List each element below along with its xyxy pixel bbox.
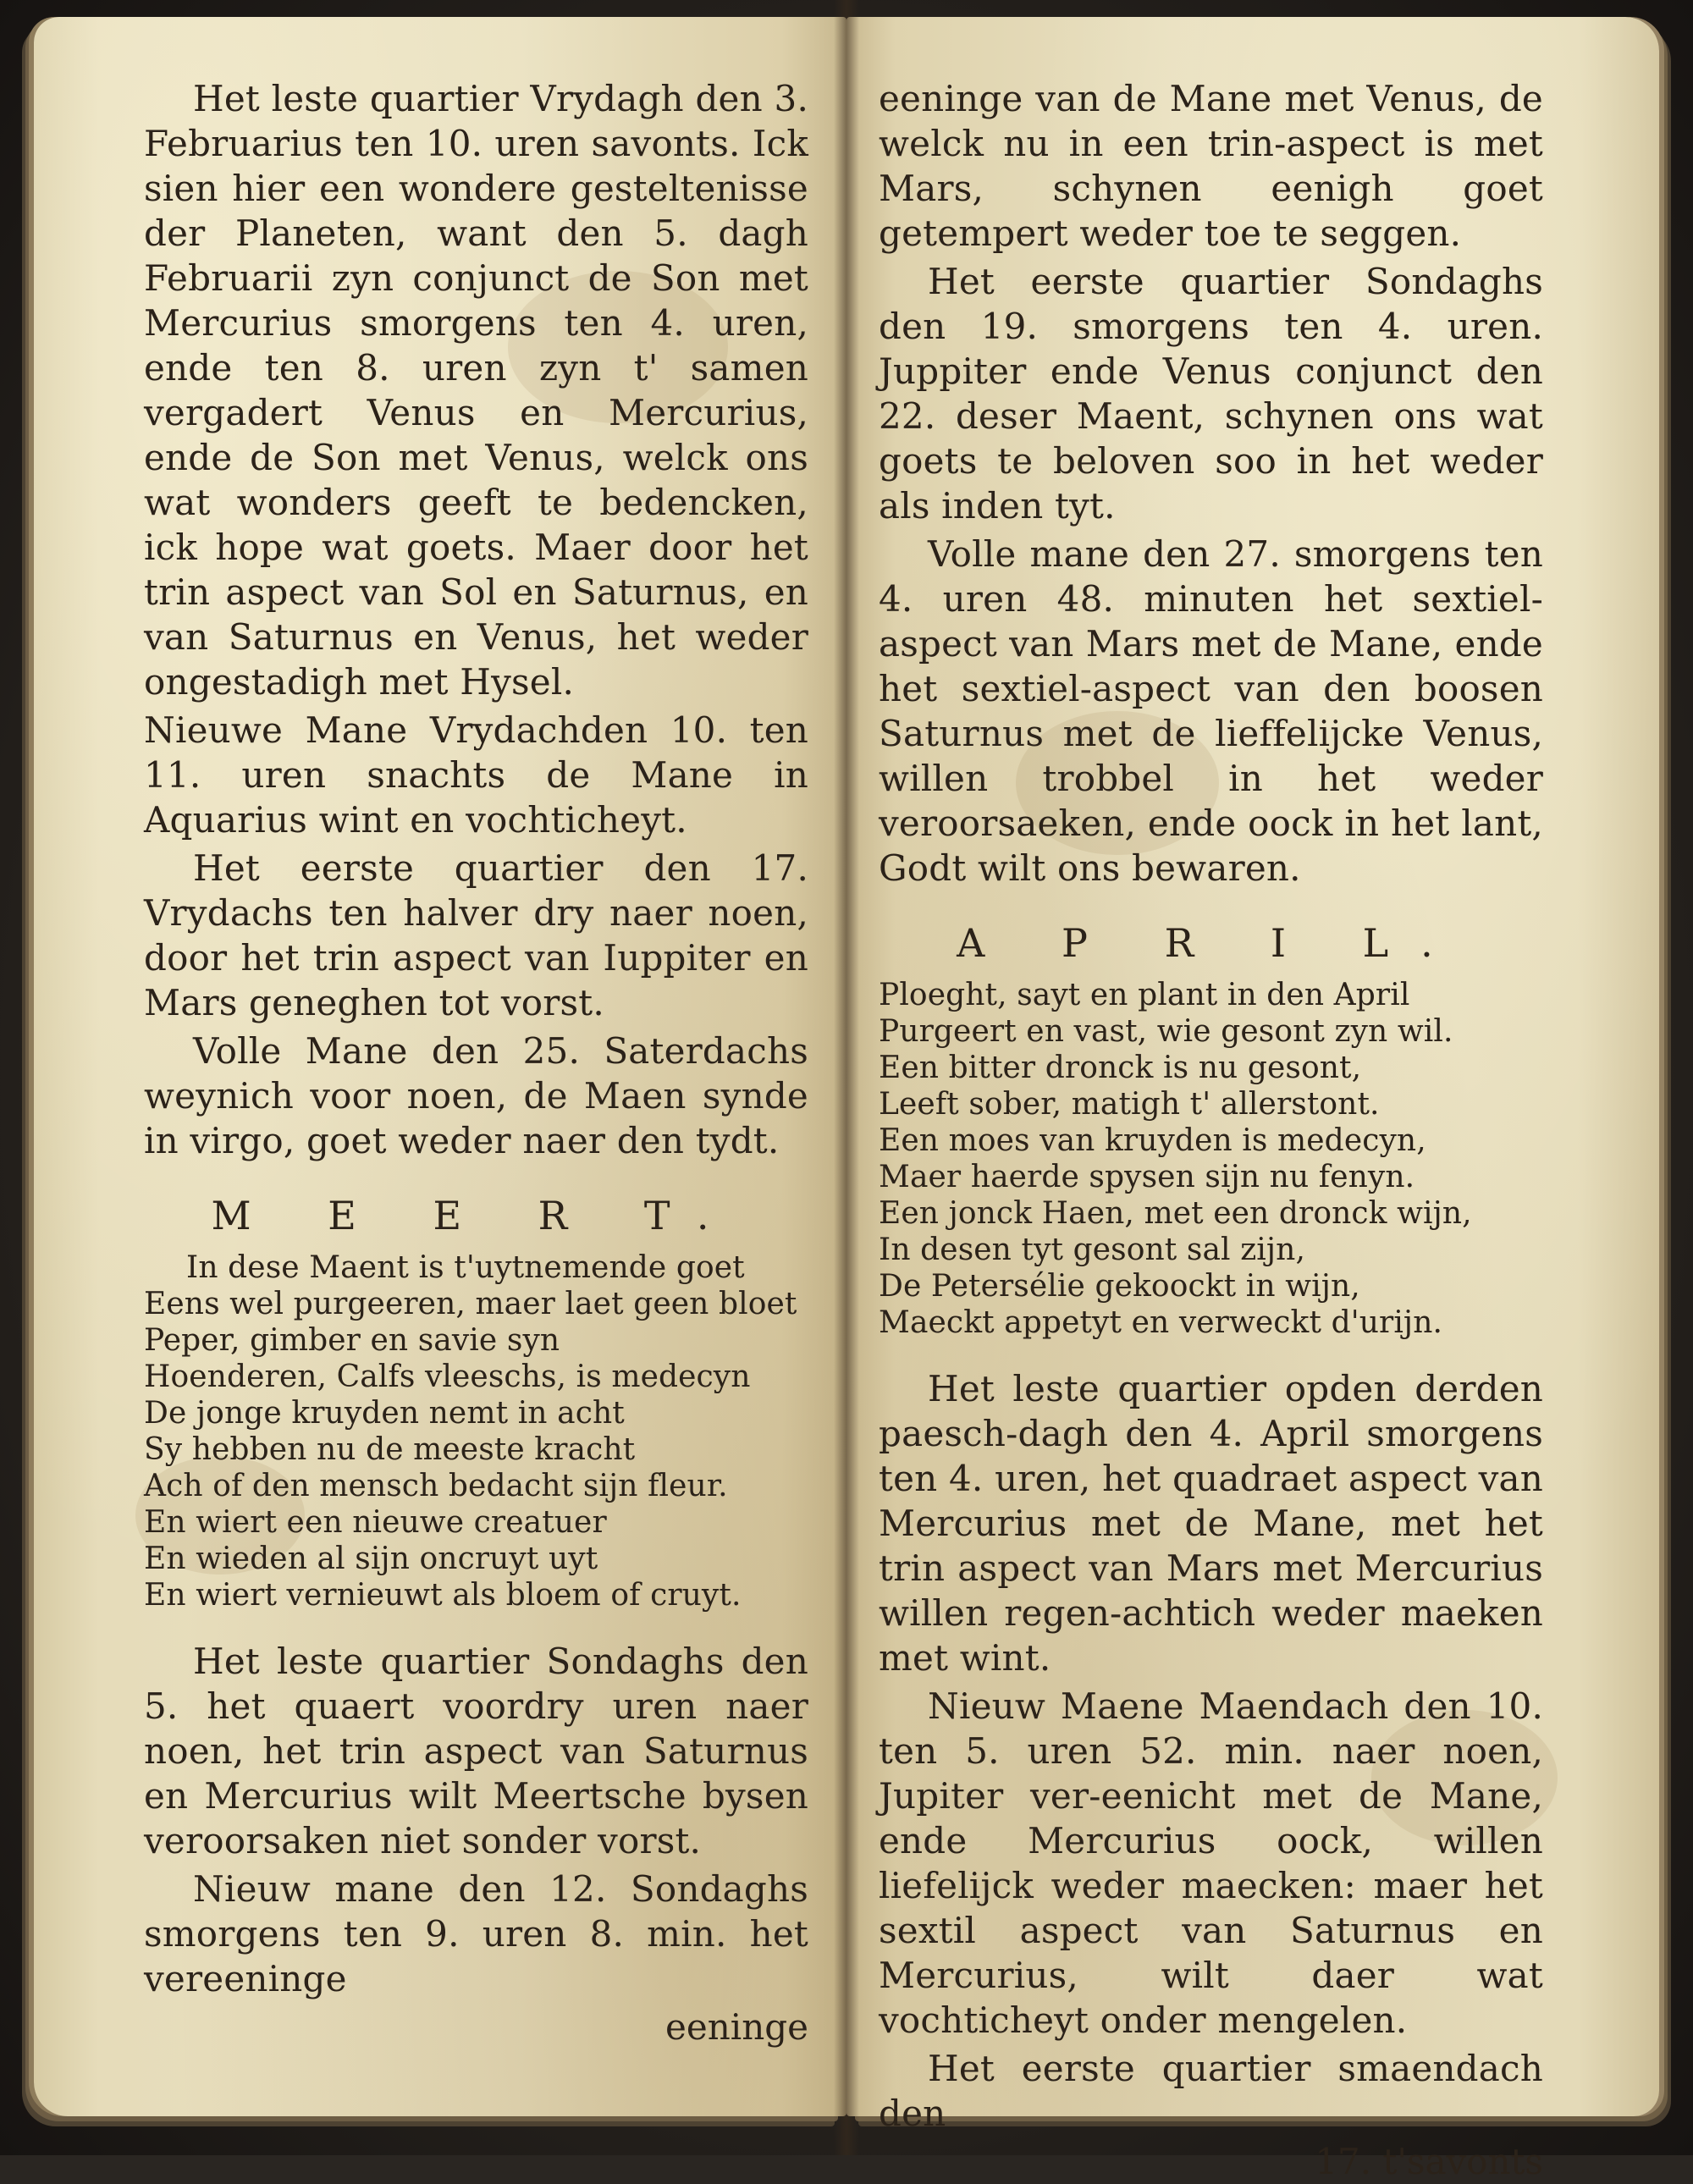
- right-page: [846, 17, 1659, 2182]
- verse-line: In desen tyt gesont sal zijn,: [879, 1233, 1305, 1267]
- verse-line: In dese Maent is t'uytnemende goet: [186, 1250, 745, 1285]
- verse-line: Purgeert en vast, wie gesont zyn wil.: [879, 1014, 1453, 1049]
- paragraph-feb-full-moon: Volle Mane den 25. Saterdachs weynich voor noen, de Maen synde in virgo, goet weder naer den tydt.: [144, 1030, 808, 1161]
- verse-line: En wieden al sijn oncruyt uyt: [144, 1541, 598, 1576]
- left-text-column: [144, 76, 808, 2049]
- paragraph-feb-last-quarter: Het leste quartier Vrydagh den 3. Februarius ten 10. uren savonts. Ick sien hier een wondere gesteltenisse der Planeten, want den 5. dagh Februarii zyn conjunct de Son met Mercurius smorgens ten 4. uren, ende ten 8. uren zyn t' samen vergadert Venus en Mercurius, ende de Son met Venus, welck ons wat wonders geeft te bedencken, ick hope wat goets. Maer door het trin aspect van Sol en Saturnus, en van Saturnus en Venus, het weder ongestadigh met Hysel.: [144, 78, 808, 703]
- left-page: [34, 17, 846, 2116]
- paragraph-meert-full-moon: Volle mane den 27. smorgens ten 4. uren 48. minuten het sextiel-aspect van Mars met de Mane, ende het sextiel-aspect van den boosen Saturnus met de lieffelijcke Venus, willen trobbel in het weder veroorsaeken, ende oock in het lant, Godt wilt ons bewaren.: [879, 533, 1543, 889]
- catchword-left: eeninge: [665, 2006, 808, 2048]
- verse-line: Eens wel purgeeren, maer laet geen bloet: [144, 1287, 797, 1321]
- verse-line: En wiert vernieuwt als bloem of cruyt.: [144, 1578, 742, 1613]
- verse-meert: [144, 1249, 808, 1613]
- verse-line: Een jonck Haen, met een dronck wijn,: [879, 1196, 1472, 1231]
- paragraph-april-last-quarter: Het leste quartier opden derden paesch-dagh den 4. April smorgens ten 4. uren, het quadraet aspect van Mercurius met de Mane, met het trin aspect van Mars met Mercurius willen regen-achtich weder maeken met wint.: [879, 1368, 1543, 1679]
- verse-line: Ploeght, sayt en plant in den April: [879, 978, 1410, 1012]
- paragraph-feb-new-moon: Nieuwe Mane Vrydachden 10. ten 11. uren snachts de Mane in Aquarius wint en vochticheyt.: [144, 709, 808, 841]
- paragraph-meert-continued: eeninge van de Mane met Venus, de welck nu in een trin-aspect is met Mars, schynen eenigh goet getempert weder toe te seggen.: [879, 78, 1543, 254]
- paragraph-feb-first-quarter: Het eerste quartier den 17. Vrydachs ten halver dry naer noen, door het trin aspect van Iuppiter en Mars geneghen tot vorst.: [144, 847, 808, 1023]
- paragraph-april-first-quarter: Het eerste quartier smaendach den: [879, 2048, 1543, 2134]
- verse-april: [879, 977, 1543, 1341]
- verse-line: Sy hebben nu de meeste kracht: [144, 1432, 636, 1467]
- verse-line: Hoenderen, Calfs vleeschs, is medecyn: [144, 1359, 751, 1394]
- verse-line: Een bitter dronck is nu gesont,: [879, 1051, 1362, 1085]
- verse-line: Peper, gimber en savie syn: [144, 1323, 560, 1358]
- verse-line: Maeckt appetyt en verweckt d'urijn.: [879, 1305, 1443, 1340]
- catchword-right: 17. t'savonts: [1315, 2141, 1543, 2182]
- verse-line: Leeft sober, matigh t' allerstont.: [879, 1087, 1380, 1122]
- verse-line: Maer haerde spysen sijn nu fenyn.: [879, 1160, 1415, 1194]
- verse-line: De Petersélie gekoockt in wijn,: [879, 1269, 1360, 1304]
- verse-line: Een moes van kruyden is medecyn,: [879, 1123, 1426, 1158]
- verse-line: De jonge kruyden nemt in acht: [144, 1396, 625, 1431]
- month-heading-meert: M E E R T.: [211, 1193, 742, 1238]
- book-spine-shadow: [834, 0, 859, 2155]
- right-text-column: [879, 76, 1543, 2184]
- verse-line: Ach of den mensch bedacht sijn fleur.: [144, 1469, 728, 1503]
- paragraph-meert-first-quarter: Het eerste quartier Sondaghs den 19. smorgens ten 4. uren. Juppiter ende Venus conjunct den 22. deser Maent, schynen ons wat goets te beloven soo in het weder als inden tyt.: [879, 261, 1543, 527]
- paragraph-meert-last-quarter: Het leste quartier Sondaghs den 5. het quaert voordry uren naer noen, het trin aspect van Saturnus en Mercurius wilt Meertsche bysen veroorsaken niet sonder vorst.: [144, 1641, 808, 1861]
- verse-line: En wiert een nieuwe creatuer: [144, 1505, 607, 1540]
- paragraph-meert-new-moon: Nieuw mane den 12. Sondaghs smorgens ten 9. uren 8. min. het vereeninge: [144, 1868, 808, 1999]
- paragraph-april-new-moon: Nieuw Maene Maendach den 10. ten 5. uren 52. min. naer noen, Jupiter ver-eenicht met de Mane, ende Mercurius oock, willen liefelijck weder maecken: maer het sextil aspect van Saturnus en Mercurius, wilt daer wat vochticheyt onder mengelen.: [879, 1685, 1543, 2041]
- month-heading-april: A P R I L.: [957, 920, 1465, 966]
